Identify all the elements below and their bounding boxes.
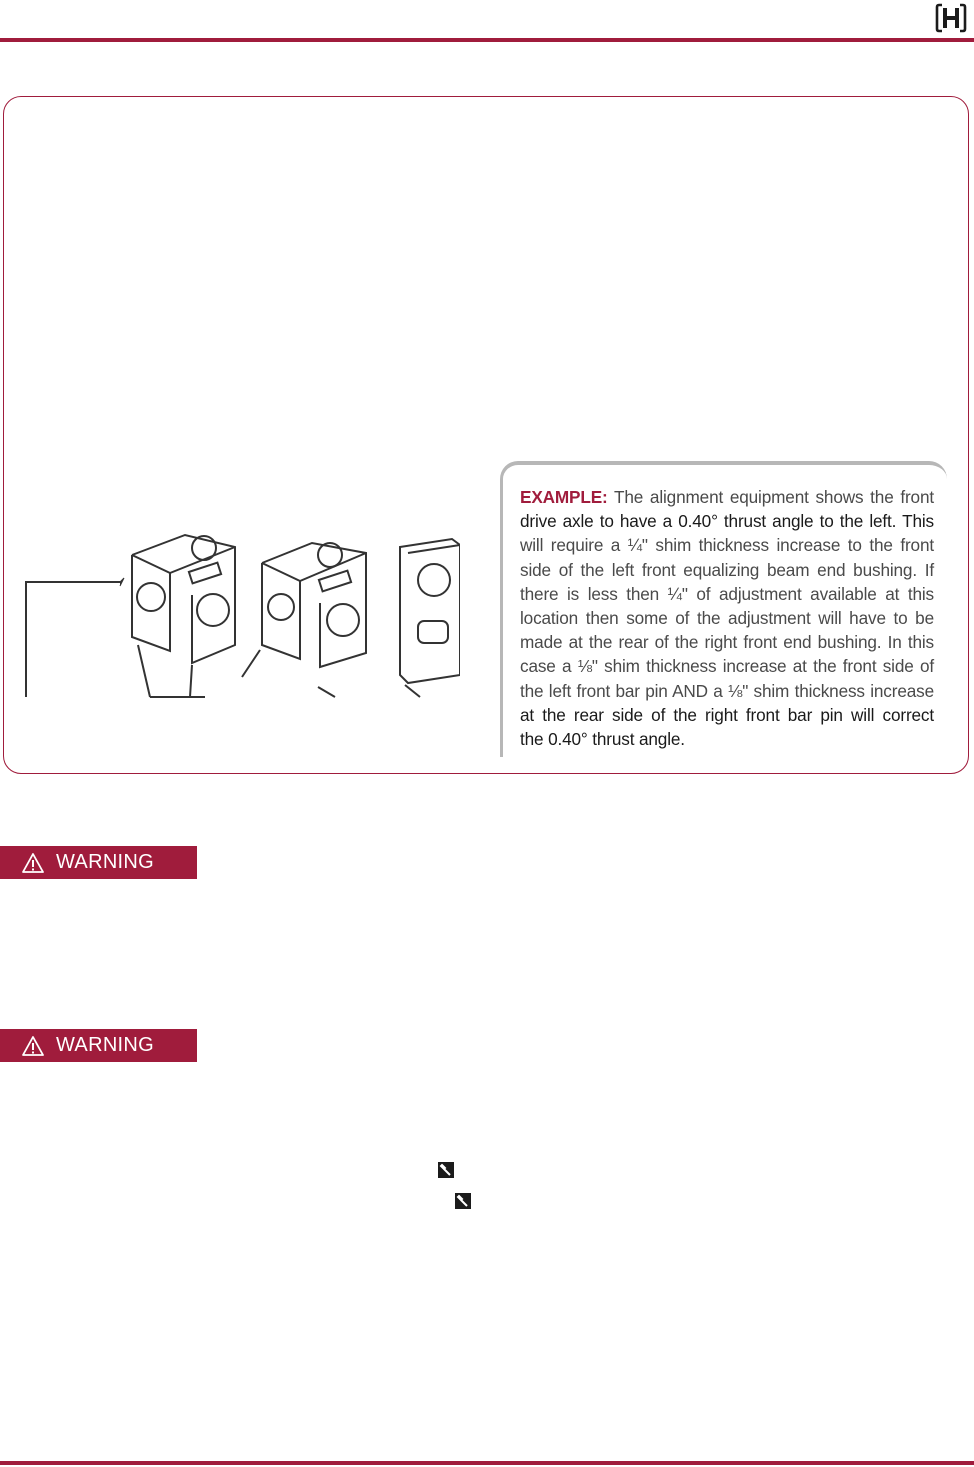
example-line: at the rear side of the right front bar pin will correct bbox=[520, 704, 934, 725]
example-line: there is less then ¼" of adjustment available at this bbox=[520, 583, 934, 604]
example-line: side of the left front equalizing beam end bushing. If bbox=[520, 559, 934, 580]
warning-triangle-icon bbox=[22, 852, 44, 874]
h-brand-logo-icon bbox=[935, 2, 967, 34]
header-rule bbox=[0, 38, 974, 42]
warning-banner bbox=[0, 1029, 197, 1062]
warning-triangle-icon bbox=[22, 1035, 44, 1057]
example-line: case a ⅛" shim thickness increase at the front side of bbox=[520, 656, 934, 677]
example-paragraph bbox=[520, 485, 934, 751]
warning-label: WARNING bbox=[56, 1034, 155, 1056]
shim-illustration bbox=[20, 525, 460, 710]
warning-label: WARNING bbox=[56, 851, 155, 873]
example-line: The alignment equipment shows the front bbox=[614, 487, 934, 507]
example-line: made at the rear of the right front end bushing. In this bbox=[520, 632, 934, 653]
wrench-icon bbox=[455, 1193, 471, 1209]
example-line: the 0.40° thrust angle. bbox=[520, 729, 685, 750]
example-callout bbox=[500, 461, 947, 757]
example-line: will require a ¼" shim thickness increase to the front bbox=[520, 535, 934, 556]
example-line: the left front bar pin AND a ⅛" shim thickness increase bbox=[520, 680, 934, 701]
example-line: location then some of the adjustment will have to be bbox=[520, 608, 934, 629]
example-line: drive axle to have a 0.40° thrust angle to the left. This bbox=[520, 511, 934, 532]
example-label: EXAMPLE: bbox=[520, 487, 608, 507]
footer-rule bbox=[0, 1461, 974, 1465]
warning-banner bbox=[0, 846, 197, 879]
wrench-icon bbox=[438, 1162, 454, 1178]
